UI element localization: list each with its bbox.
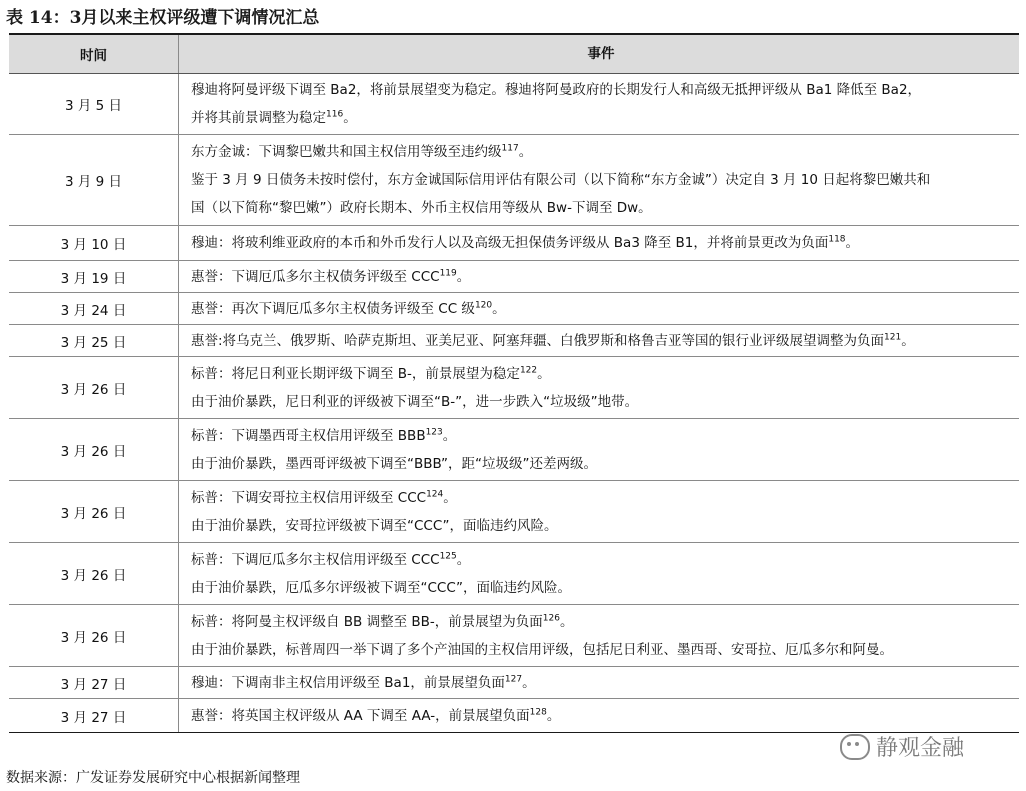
table-row <box>9 292 1019 324</box>
event-line <box>191 574 1011 602</box>
table-row <box>9 418 1019 480</box>
row-event <box>179 261 1019 292</box>
table-body <box>9 74 1019 732</box>
row-event <box>179 481 1019 542</box>
event-line <box>191 360 1011 388</box>
event-text: 穆迪：下调南非主权信用评级至 Ba1，前景展望负面 <box>191 674 505 691</box>
event-line <box>191 327 1011 355</box>
event-punct: 。 <box>443 489 457 506</box>
header-time: 时间 <box>9 35 179 73</box>
table-row <box>9 225 1019 260</box>
row-event <box>179 543 1019 604</box>
event-punct: 。 <box>845 235 860 251</box>
event-punct: 。 <box>343 110 357 126</box>
row-event <box>179 357 1019 418</box>
table-row <box>9 604 1019 666</box>
row-date: 3 月 25 日 <box>9 325 179 356</box>
row-date: 3 月 24 日 <box>9 293 179 324</box>
table-title: 表 14：3月以来主权评级遭下调情况汇总 <box>6 8 320 28</box>
row-event <box>179 667 1019 698</box>
table-row <box>9 74 1019 134</box>
event-text: 惠誉：将英国主权评级从 AA 下调至 AA-，前景展望负面 <box>191 707 530 724</box>
event-text: 惠誉：再次下调厄瓜多尔主权债务评级至 CC 级 <box>191 300 475 317</box>
event-line <box>191 229 1011 257</box>
row-date: 3 月 9 日 <box>9 135 179 225</box>
footnote-ref: 128 <box>529 707 547 717</box>
event-text: 惠誉:将乌克兰、俄罗斯、哈萨克斯坦、亚美尼亚、阿塞拜疆、白俄罗斯和格鲁吉亚等国的银行业评级展望调整为负面 <box>191 332 885 349</box>
footnote-ref: 122 <box>519 365 538 375</box>
event-line <box>191 76 1011 104</box>
event-line <box>191 263 1011 291</box>
event-text: 标普：下调厄瓜多尔主权信用评级至 CCC <box>191 551 440 568</box>
event-punct: 。 <box>522 674 536 691</box>
event-line <box>191 636 1011 664</box>
footnote-ref: 121 <box>884 332 902 342</box>
rating-table <box>9 33 1019 733</box>
row-event <box>179 419 1019 480</box>
event-line <box>191 702 1011 730</box>
event-line <box>191 669 1011 697</box>
table-row <box>9 698 1019 732</box>
event-punct: 。 <box>546 707 561 724</box>
event-text: 由于油价暴跌，标普周四一举下调了多个产油国的主权信用评级，包括尼日利亚、墨西哥、安哥拉、厄瓜多尔和阿曼。 <box>191 641 893 658</box>
row-event <box>179 293 1019 324</box>
table-row <box>9 666 1019 698</box>
event-text: 由于油价暴跌，墨西哥评级被下调至“BBB”，距“垃圾级”还差两级。 <box>191 455 598 472</box>
event-punct: 。 <box>492 300 506 317</box>
event-text: 并将其前景调整为稳定 <box>191 110 326 126</box>
row-date: 3 月 26 日 <box>9 543 179 604</box>
event-text: 鉴于 3 月 9 日债务未按时偿付，东方金诚国际信用评估有限公司（以下简称“东方金诚”）决定自 3 月 10 日起将黎巴嫩共和 <box>191 172 931 188</box>
event-line <box>191 422 1011 450</box>
header-event: 事件 <box>587 46 615 62</box>
event-punct: 。 <box>442 427 457 444</box>
event-text: 标普：下调安哥拉主权信用评级至 CCC <box>191 489 427 506</box>
row-date: 3 月 19 日 <box>9 261 179 292</box>
event-line <box>191 194 1011 222</box>
row-date: 3 月 27 日 <box>9 699 179 732</box>
event-text: 标普：将阿曼主权评级自 BB 调整至 BB-，前景展望为负面 <box>191 613 543 630</box>
table-row <box>9 356 1019 418</box>
row-event <box>179 325 1019 356</box>
row-date: 3 月 26 日 <box>9 605 179 666</box>
event-line <box>191 450 1011 478</box>
footnote-ref: 117 <box>501 143 519 154</box>
event-text: 标普：将尼日利亚长期评级下调至 B-，前景展望为稳定 <box>191 365 520 382</box>
event-punct: 。 <box>518 144 533 160</box>
event-text: 由于油价暴跌，安哥拉评级被下调至“CCC”，面临违约风险。 <box>191 517 558 534</box>
footnote-ref: 119 <box>439 268 457 278</box>
event-text: 国（以下简称“黎巴嫩”）政府长期本、外币主权信用等级从 Bw-下调至 Dw。 <box>191 200 652 216</box>
footnote-ref: 126 <box>542 613 560 623</box>
event-line <box>191 104 1011 132</box>
event-text: 由于油价暴跌，尼日利亚的评级被下调至“B-”，进一步跌入“垃圾级”地带。 <box>191 393 639 410</box>
table-row <box>9 260 1019 292</box>
event-line <box>191 138 1011 166</box>
source-note: 数据来源：广发证券发展研究中心根据新闻整理 <box>6 770 300 786</box>
table-row <box>9 542 1019 604</box>
footnote-ref: 118 <box>828 234 846 245</box>
table-header-row <box>9 35 1019 74</box>
row-event <box>179 699 1019 732</box>
row-event <box>179 135 1019 225</box>
row-event <box>179 226 1019 260</box>
wechat-icon <box>840 734 870 760</box>
event-punct: 。 <box>559 613 574 630</box>
event-line <box>191 295 1011 323</box>
event-punct: 。 <box>537 365 551 382</box>
event-line <box>191 512 1011 540</box>
row-date: 3 月 26 日 <box>9 357 179 418</box>
footnote-ref: 125 <box>439 551 457 561</box>
event-text: 标普：下调墨西哥主权信用评级至 BBB <box>191 427 426 444</box>
event-punct: 。 <box>901 332 915 349</box>
event-text: 东方金诚：下调黎巴嫩共和国主权信用等级至违约级 <box>191 144 502 160</box>
footnote-ref: 120 <box>474 300 493 310</box>
row-date: 3 月 26 日 <box>9 481 179 542</box>
footnote-ref: 127 <box>504 674 523 684</box>
event-line <box>191 608 1011 636</box>
event-text: 由于油价暴跌，厄瓜多尔评级被下调至“CCC”，面临违约风险。 <box>191 579 572 596</box>
event-text: 穆迪：将玻利维亚政府的本币和外币发行人以及高级无担保债务评级从 Ba3 降至 B1，并将前景更改为负面 <box>191 235 829 251</box>
footnote-ref: 123 <box>425 427 443 437</box>
table-row <box>9 480 1019 542</box>
event-text: 穆迪将阿曼评级下调至 Ba2，将前景展望变为稳定。穆迪将阿曼政府的长期发行人和高级无抵押评级从 Ba1 降低至 Ba2， <box>191 82 922 98</box>
row-date: 3 月 27 日 <box>9 667 179 698</box>
event-line <box>191 546 1011 574</box>
row-date: 3 月 26 日 <box>9 419 179 480</box>
row-date: 3 月 10 日 <box>9 226 179 260</box>
footnote-ref: 116 <box>326 109 344 120</box>
watermark-text: 静观金融 <box>876 736 965 761</box>
event-line <box>191 484 1011 512</box>
row-date: 3 月 5 日 <box>9 74 179 134</box>
table-row <box>9 324 1019 356</box>
event-punct: 。 <box>456 268 471 285</box>
event-line <box>191 166 1011 194</box>
table-row <box>9 134 1019 225</box>
footnote-ref: 124 <box>426 489 444 499</box>
event-line <box>191 388 1011 416</box>
row-event <box>179 74 1019 134</box>
watermark <box>840 731 964 762</box>
event-punct: 。 <box>456 551 471 568</box>
event-text: 惠誉：下调厄瓜多尔主权债务评级至 CCC <box>191 268 440 285</box>
row-event <box>179 605 1019 666</box>
